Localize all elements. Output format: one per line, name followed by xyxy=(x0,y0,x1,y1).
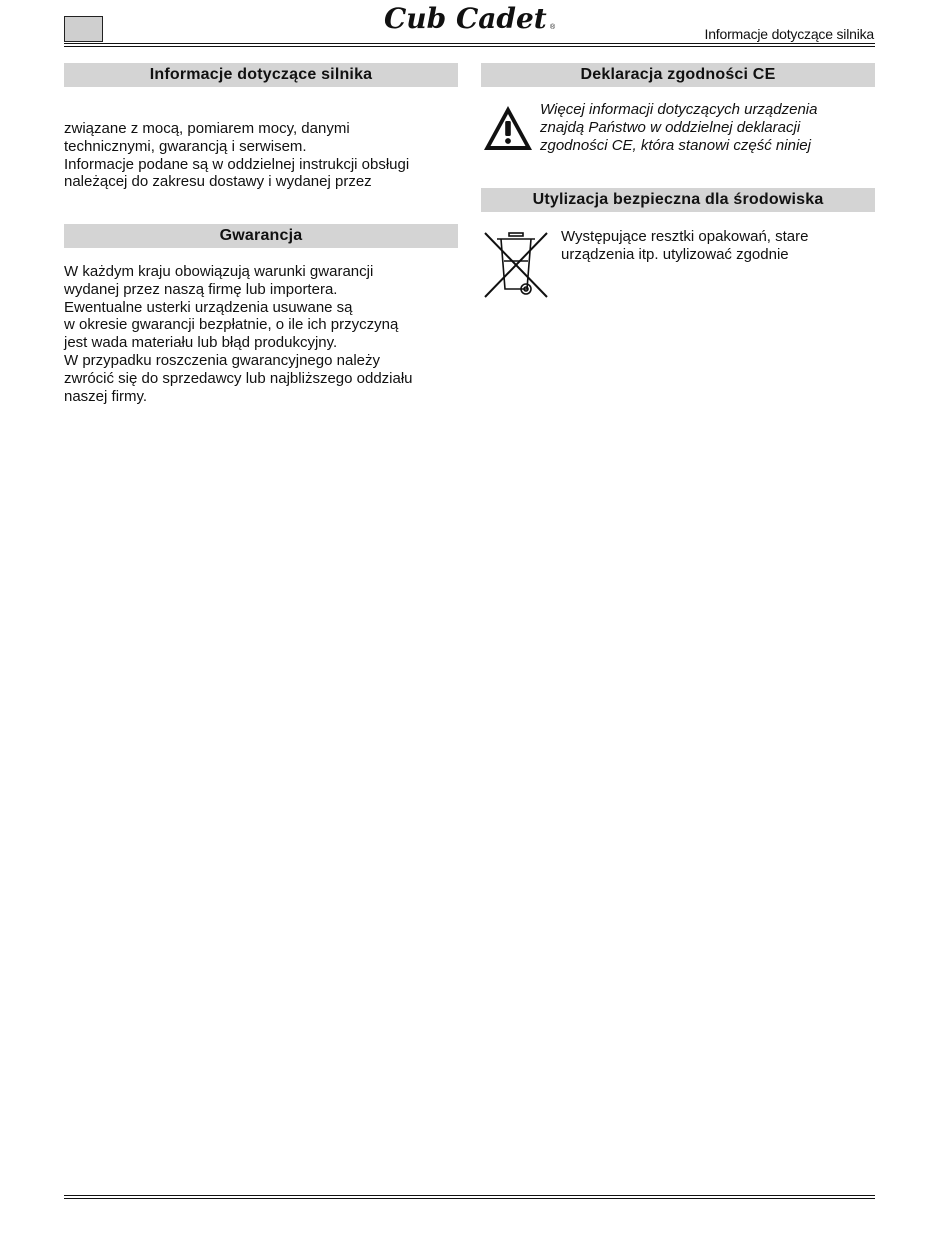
warranty-section-text: W każdym kraju obowiązują warunki gwarancji wydanej przez naszą firmę lub importera. Ewentualne usterki urządzenia usuwane są w okresie gwarancji bezpłatnie, o ile ich przyczyną jest wada materiału lub błąd produkcyjny. W przypadku roszczenia gwarancyjnego należy zwrócić się do sprzedawcy lub najbliższego oddziału naszej firmy. xyxy=(64,263,413,405)
header-rule xyxy=(64,43,875,44)
disposal-section xyxy=(481,188,875,301)
warranty-section-title: Gwarancja xyxy=(64,224,458,248)
footer-rule xyxy=(64,1195,875,1196)
crossed-out-bin-icon xyxy=(481,229,551,301)
engine-section-title: Informacje dotyczące silnika xyxy=(64,63,458,87)
svg-text:Cub Cadet: Cub Cadet xyxy=(384,2,547,34)
warning-triangle-icon xyxy=(481,103,535,153)
footer-rule-thin xyxy=(64,1198,875,1199)
ce-section-text: Więcej informacji dotyczących urządzenia znajdą Państwo w oddzielnej deklaracji zgodności CE, która stanowi część niniej xyxy=(540,101,818,154)
ce-section-title: Deklaracja zgodności CE xyxy=(481,63,875,87)
disposal-section-text: Występujące resztki opakowań, stare urządzenia itp. utylizować zgodnie xyxy=(561,228,809,263)
engine-section-text: związane z mocą, pomiarem mocy, danymi technicznymi, gwarancją i serwisem. Informacje podane są w oddzielnej instrukcji obsługi należącej do zakresu dostawy i wydanej przez xyxy=(64,120,410,191)
disposal-section-title: Utylizacja bezpieczna dla środowiska xyxy=(481,188,875,212)
cub-cadet-logo xyxy=(384,2,560,34)
running-header-title: Informacje dotyczące silnika xyxy=(704,26,874,42)
page-number-tab xyxy=(64,16,103,42)
ce-section xyxy=(481,63,875,154)
warranty-section xyxy=(64,224,458,405)
svg-text:®: ® xyxy=(550,24,556,31)
engine-section xyxy=(64,63,458,191)
header-rule-thin xyxy=(64,46,875,47)
